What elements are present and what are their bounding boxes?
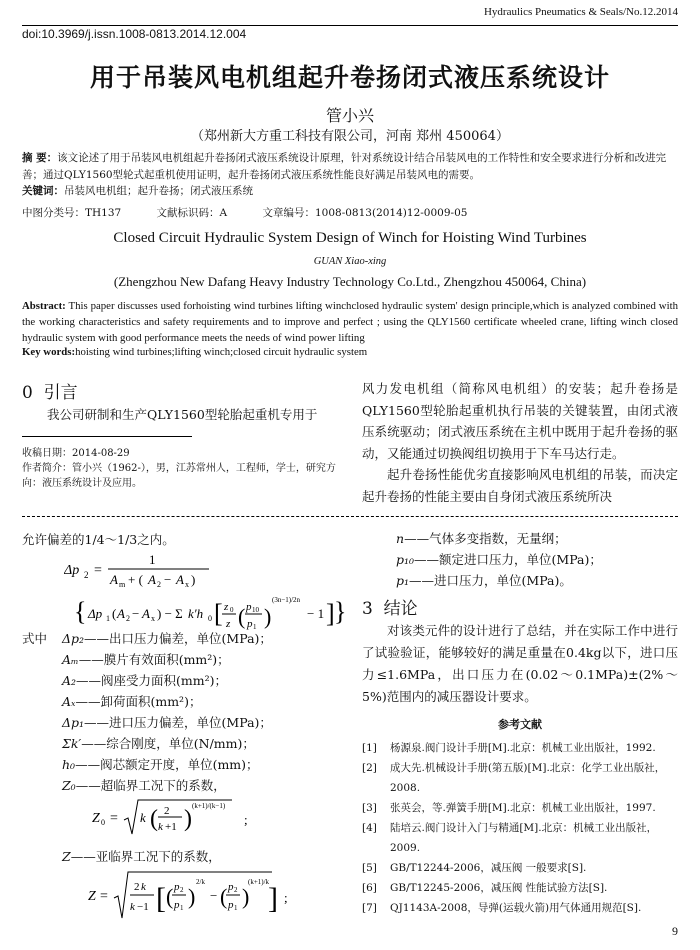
abstract-text: 该文论述了用于吊装风电机组起升卷扬闭式液压系统设计原理，针对系统设计结合吊装风电的工作特性和安全要求进行分析和改进完善；通过QLY1560型轮式起重机使用证明，起升卷扬闭式液压系统性能良好满足吊装风电的需要。: [22, 152, 667, 181]
svg-text:p: p: [228, 881, 234, 893]
svg-text:(k+1)/(k−1): (k+1)/(k−1): [192, 802, 226, 810]
section-3-number: 3: [362, 599, 373, 619]
svg-text:z: z: [226, 618, 231, 630]
page-split-rule: [22, 516, 678, 517]
svg-text:A: A: [142, 606, 150, 621]
svg-text:k: k: [130, 901, 135, 913]
svg-text:1: 1: [253, 623, 257, 631]
svg-text:1: 1: [234, 904, 238, 912]
def-z-symbol: Z: [62, 849, 71, 864]
svg-text:0: 0: [208, 614, 212, 623]
svg-text:k′h: k′h: [188, 606, 204, 621]
keywords-label: 关键词：: [22, 185, 64, 197]
reference-item: [6] GB/T12245-2006，减压阀 性能试验方法[S].: [362, 882, 608, 894]
reference-item: [3] 张英会，等.弹簧手册[M].北京：机械工业出版社，1997.: [362, 802, 656, 814]
def-row: Δp₂——出口压力偏差，单位(MPa)；: [62, 631, 272, 646]
def-row: A₂——阀座受力面积(mm²)；: [62, 673, 228, 688]
doi[interactable]: doi:10.3969/j.issn.1008-0813.2014.12.004: [22, 27, 247, 41]
svg-text:0: 0: [101, 818, 105, 827]
svg-text:Δp: Δp: [64, 563, 80, 578]
svg-text:(: (: [150, 806, 158, 832]
english-author: GUAN Xiao-xing: [313, 256, 387, 267]
svg-text:A: A: [110, 572, 118, 587]
right-variable-definitions: [396, 528, 678, 591]
svg-text:k: k: [141, 881, 146, 893]
svg-text:): ): [242, 884, 250, 909]
def-row: Δp₁——进口压力偏差，单位(MPa)；: [62, 715, 272, 730]
section-0-title: 引言: [43, 383, 78, 403]
english-affiliation: (Zhengzhou New Dafang Heavy Industry Technology Co.Ltd., Zhengzhou 450064, China): [113, 274, 587, 289]
author: 管小兴: [325, 106, 374, 125]
section-0-number: 0: [22, 383, 33, 403]
svg-text:−: −: [164, 572, 172, 587]
continuation-text: 允许偏差的1/4～1/3之内。: [22, 532, 175, 547]
reference-item: [4] 陆培云.阀门设计入门与精通[M].北京：机械工业出版社，2009.: [362, 822, 658, 854]
svg-text:=: =: [94, 563, 102, 578]
def-row: p₁₀——额定进口压力，单位(MPa)；: [396, 552, 602, 567]
def-row: Z₀——超临界工况下的系数，: [62, 778, 226, 793]
english-title: Closed Circuit Hydraulic System Design of Winch for Hoisting Wind Turbines: [113, 230, 587, 246]
classification-line: [22, 205, 678, 220]
author-bio: 作者简介：管小兴（1962-），男，江苏常州人，工程师，学士，研究方向：液压系统设计及应用。: [22, 463, 336, 489]
english-keywords-label: Key words:: [22, 346, 76, 358]
svg-text:+ (: + (: [128, 572, 143, 587]
def-row: Σk′——综合刚度，单位(N/mm)；: [62, 736, 255, 751]
svg-text:) − Σ: ) − Σ: [157, 606, 183, 621]
def-z-desc: ——亚临界工况下的系数，: [70, 849, 221, 864]
abstract-label: 摘 要：: [22, 152, 58, 164]
svg-text:k: k: [158, 821, 163, 833]
svg-text:2: 2: [180, 886, 184, 894]
svg-text:]: ]: [268, 882, 278, 915]
clc-number: 中图分类号：TH137: [22, 207, 122, 219]
svg-text:]: ]: [326, 599, 335, 628]
svg-text:(k+1)/k: (k+1)/k: [248, 878, 270, 886]
formula-delta-p2: [64, 550, 354, 640]
svg-text:{: {: [74, 597, 87, 626]
def-z-row: [62, 846, 221, 867]
svg-text:Z: Z: [92, 811, 100, 826]
intro-paragraph-right: [362, 378, 678, 507]
formula-delta-p2-svg: [64, 550, 354, 636]
svg-text:1: 1: [149, 552, 156, 567]
abstract-cn: [22, 150, 678, 200]
svg-text:): ): [191, 572, 196, 587]
svg-text:p: p: [174, 881, 180, 893]
svg-text:−: −: [210, 888, 218, 903]
reference-item: [1] 杨源泉.阀门设计手册[M].北京：机械工业出版社，1992.: [362, 742, 656, 754]
svg-text:A: A: [176, 572, 184, 587]
formula-z0: [92, 796, 272, 846]
references-heading: 参考文献: [498, 718, 542, 731]
svg-text:Z: Z: [88, 889, 96, 904]
reference-item: [2] 成大先.机械设计手册(第五版)[M].北京：化学工业出版社，2008.: [362, 762, 666, 794]
formula-z: [88, 868, 298, 930]
svg-text:Δp: Δp: [88, 606, 103, 621]
english-abstract: [22, 298, 678, 346]
svg-text:(: (: [238, 604, 246, 629]
intro-paragraph-start: 我公司研制和生产QLY1560型轮胎起重机专用于: [47, 407, 318, 422]
def-row: h₀——阀芯额定开度，单位(mm)；: [62, 757, 259, 772]
svg-text:m: m: [119, 580, 126, 589]
svg-text:[: [: [214, 599, 223, 628]
english-abstract-label: Abstract:: [22, 300, 66, 312]
page-number: 9: [672, 924, 678, 938]
header-rule: [22, 25, 678, 26]
svg-text:x: x: [151, 614, 155, 623]
reference-list: [362, 738, 678, 918]
formula-z0-svg: [92, 796, 272, 842]
affiliation: （郑州新大方重工科技有限公司，河南 郑州 450064）: [191, 129, 509, 144]
svg-text:A: A: [148, 572, 156, 587]
svg-text:− 1: − 1: [307, 606, 325, 621]
svg-text:2: 2: [157, 580, 161, 589]
reference-item: [7] QJ1143A-2008，导弹(运载火箭)用气体通用规范[S].: [362, 902, 642, 914]
svg-text:1: 1: [106, 614, 110, 623]
svg-text:): ): [264, 604, 272, 629]
svg-text:k: k: [140, 810, 146, 825]
keywords-text: 吊装风电机组；起升卷扬；闭式液压系统: [64, 185, 253, 197]
svg-text:z: z: [224, 601, 229, 613]
article-number: 文章编号：1008-0813(2014)12-0009-05: [262, 207, 468, 219]
svg-text:(3n−1)/2n: (3n−1)/2n: [272, 596, 301, 604]
doc-code: 文献标识码：A: [156, 207, 228, 219]
defs-prefix: 式中: [22, 631, 48, 646]
formula-z-svg: [88, 868, 298, 926]
footnote: [22, 446, 340, 491]
svg-text:(: (: [166, 884, 174, 909]
def-row: Aₘ——膜片有效面积(mm²)；: [62, 652, 230, 667]
section-3-heading: [362, 594, 418, 619]
svg-text:): ): [184, 806, 192, 832]
def-row: n——气体多变指数，无量纲；: [396, 531, 567, 546]
svg-text:1: 1: [180, 904, 184, 912]
english-keywords-text: hoisting wind turbines;lifting winch;closed circuit hydraulic system: [75, 346, 368, 358]
footnote-rule: [22, 436, 192, 437]
svg-text:0: 0: [230, 606, 234, 614]
journal-header: Hydraulics Pneumatics & Seals/No.12.2014: [483, 6, 678, 18]
svg-text:p: p: [228, 899, 234, 911]
english-keywords: [22, 346, 678, 358]
svg-text:+1: +1: [165, 821, 177, 833]
english-abstract-text: This paper discusses used forhoisting wind turbines lifting winchclosed hydraulic system' design principle,which is analyzed combined with the working characteristics and safety requirements and to improve and perfect ; using the QLY1560 certificate wheeled crane, lifting winch closed hydraulic system with good performance meets the needs of wind power lifting: [22, 300, 678, 344]
intro-text-1: 风力发电机组（简称风电机组）的安装；起升卷扬是QLY1560型轮胎起重机执行吊装的关键装置，由闭式液压系统驱动；闭式液压系统在主机中既用于起升卷扬的驱动，又能通过切换阀组切换用于下车马达行走。: [362, 381, 678, 461]
paper-title: 用于吊装风电机组起升卷扬闭式液压系统设计: [89, 63, 610, 92]
svg-text:−1: −1: [137, 901, 149, 913]
svg-text:p: p: [247, 618, 253, 630]
svg-text:=: =: [110, 811, 118, 826]
svg-text:}: }: [334, 597, 347, 626]
variable-definitions: [22, 628, 352, 796]
def-row: Aₓ——卸荷面积(mm²)；: [62, 694, 202, 709]
svg-text:2: 2: [234, 886, 238, 894]
intro-text-2: 起升卷扬性能优劣直接影响风电机组的吊装，而决定起升卷扬的性能主要由自身闭式液压系统所决: [362, 467, 678, 504]
svg-text:(: (: [112, 606, 117, 621]
received-date: 收稿日期：2014-08-29: [22, 448, 130, 459]
svg-text:A: A: [117, 606, 125, 621]
section-3-title: 结论: [383, 599, 418, 619]
svg-text:p: p: [174, 899, 180, 911]
svg-text:10: 10: [252, 606, 259, 614]
svg-text:x: x: [185, 580, 189, 589]
svg-text:(: (: [220, 884, 228, 909]
svg-text:2/k: 2/k: [196, 878, 205, 886]
svg-text:2: 2: [84, 570, 89, 580]
conclusion-paragraph: 对该类元件的设计进行了总结，并在实际工作中进行了试验验证，能够较好的满足重量在0.4kg以下，进口压力≤1.6MPa，出口压力在(0.02～0.1MPa)±(2%～5%)范围内的减压器设计要求。: [362, 623, 678, 704]
svg-text:;: ;: [244, 812, 248, 827]
def-row: p₁——进口压力，单位(MPa)。: [396, 573, 572, 588]
svg-text:2: 2: [134, 881, 140, 893]
section-0-heading: [22, 378, 78, 403]
svg-text:2: 2: [126, 614, 130, 623]
svg-text:[: [: [156, 882, 166, 915]
svg-text:=: =: [100, 889, 108, 904]
svg-text:2: 2: [164, 805, 170, 817]
reference-item: [5] GB/T12244-2006，减压阀 一般要求[S].: [362, 862, 587, 874]
svg-text:): ): [188, 884, 196, 909]
svg-text:p: p: [246, 601, 252, 613]
svg-text:;: ;: [284, 890, 288, 905]
svg-text:−: −: [132, 606, 140, 621]
